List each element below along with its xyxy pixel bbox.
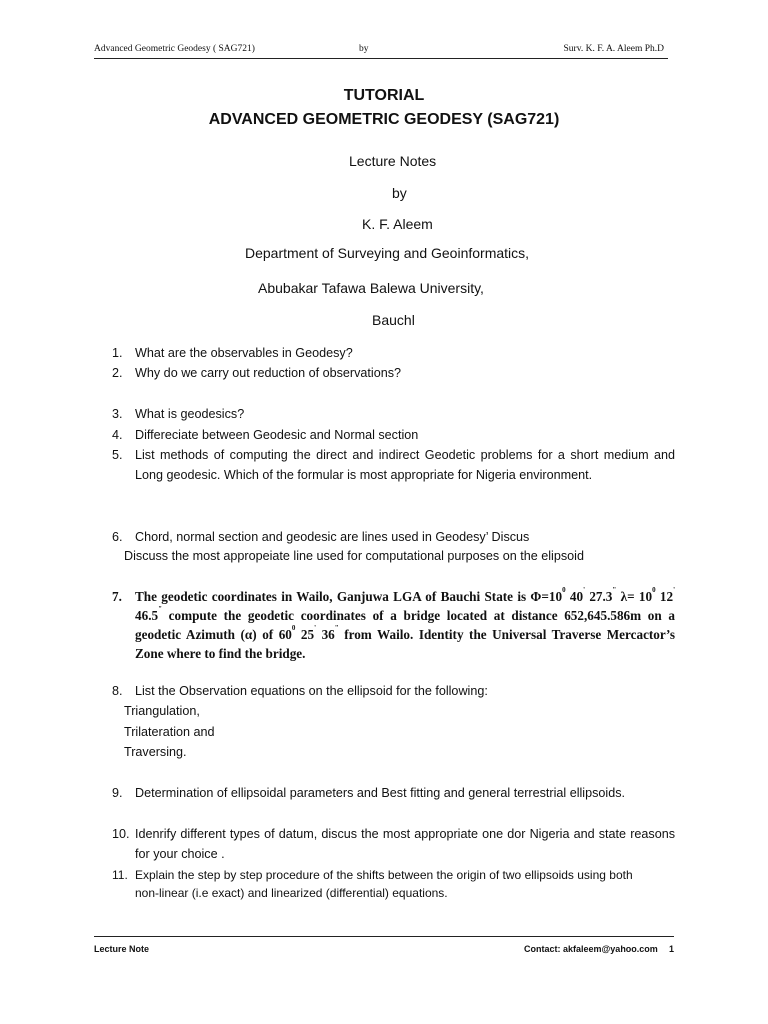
header-by: by [359, 44, 369, 54]
q-number: 7. [112, 589, 122, 604]
subtitle-city: Bauchl [372, 312, 415, 328]
q-text: Explain the step by step procedure of the shifts between the origin of two ellipsoids using both non-linear (i.e exact) and linearized (differential) equations. [135, 868, 633, 900]
deg: 0 [652, 586, 656, 594]
q-text-extra: Discuss the most appropeiate line used for computational purposes on the elipsoid [124, 549, 584, 563]
q-text: λ= 10 [616, 589, 653, 604]
question-10 [112, 824, 675, 864]
q-number: 11. [112, 868, 128, 882]
q-text: 46.5 [135, 608, 159, 623]
q-text: 36 [316, 627, 335, 642]
sec: " [612, 586, 617, 594]
q-number: 1. [112, 346, 123, 360]
q-number: 9. [112, 786, 123, 800]
footer-label: Lecture Note [94, 944, 150, 954]
header-course: Advanced Geometric Geodesy ( SAG721) [94, 44, 255, 54]
question-4 [112, 425, 675, 445]
question-1 [112, 343, 675, 363]
q-number: 3. [112, 407, 123, 421]
subtitle-university: Abubakar Tafawa Balewa University, [258, 280, 484, 296]
q-text: 27.3 [585, 589, 613, 604]
q-text: List the Observation equations on the ellipsoid for the following: [135, 684, 488, 698]
deg: 0 [562, 586, 566, 594]
q-text: The geodetic coordinates in Wailo, Ganjuwa LGA of Bauchi State is Φ=10 [135, 589, 563, 604]
title-course: ADVANCED GEOMETRIC GEODESY (SAG721) [208, 111, 560, 128]
q-text: 12 [655, 589, 674, 604]
question-2 [112, 363, 675, 383]
q-number: 4. [112, 428, 123, 442]
q-number: 5. [112, 448, 123, 462]
min: ' [673, 586, 676, 594]
footer-divider [94, 936, 674, 937]
page-header [94, 44, 668, 59]
page-number: 1 [669, 944, 675, 954]
q-text: from Wailo. Identity the Universal Traverse Mercactor’s Zone where to find the bridge. [135, 627, 676, 661]
q-text: Why do we carry out reduction of observations? [135, 366, 401, 380]
list-item: Trilateration and [124, 724, 215, 739]
q-text: 25 [295, 627, 315, 642]
q-number: 8. [112, 684, 123, 698]
header-author: Surv. K. F. A. Aleem Ph.D [563, 44, 664, 54]
question-8 [112, 681, 675, 763]
deg: 0 [291, 624, 296, 632]
q-text: 40 [565, 589, 584, 604]
subtitle-department: Department of Surveying and Geoinformatics, [245, 245, 530, 261]
question-5 [112, 445, 675, 485]
q-number: 10. [112, 827, 130, 841]
q-text: Differeciate between Geodesic and Normal section [135, 428, 419, 442]
question-9 [112, 783, 675, 803]
question-6 [112, 527, 675, 566]
q-text: List methods of computing the direct and indirect Geodetic problems for a short medium and Long geodesic. Which of the formular is most appropriate for Nigeria environment. [135, 448, 675, 482]
list-item: Triangulation, [124, 704, 200, 718]
q-text: Chord, normal section and geodesic are lines used in Geodesy’ Discus [135, 530, 530, 544]
question-7 [112, 587, 675, 663]
q-text: What are the observables in Geodesy? [135, 346, 353, 360]
q-number: 2. [112, 366, 123, 380]
q-text: Determination of ellipsoidal parameters and Best fitting and general terrestrial ellipsoids. [135, 786, 626, 800]
question-11 [112, 866, 657, 902]
q-text: Idenrify different types of datum, discus the most appropriate one dor Nigeria and state reasons for your choice . [135, 827, 675, 861]
subtitle-notes: Lecture Notes [349, 153, 437, 169]
q-text: compute the geodetic coordinates of a bridge located at distance 652,645.586m on a geodetic Azimuth (α) of 60 [135, 608, 675, 642]
title-tutorial: TUTORIAL [343, 87, 425, 104]
sec: " [158, 605, 162, 613]
email-link[interactable]: akfaleem@yahoo.com [563, 944, 658, 954]
subtitle-author: K. F. Aleem [362, 216, 433, 232]
min: ' [314, 624, 317, 632]
q-number: 6. [112, 530, 123, 544]
list-item: Traversing. [124, 745, 187, 759]
q-text: What is geodesics? [135, 407, 245, 421]
question-3 [112, 404, 675, 424]
subtitle-by: by [392, 185, 407, 201]
footer-contact [524, 944, 658, 954]
min: ' [583, 586, 586, 594]
contact-label: Contact: [524, 944, 563, 954]
sec: " [334, 624, 339, 632]
